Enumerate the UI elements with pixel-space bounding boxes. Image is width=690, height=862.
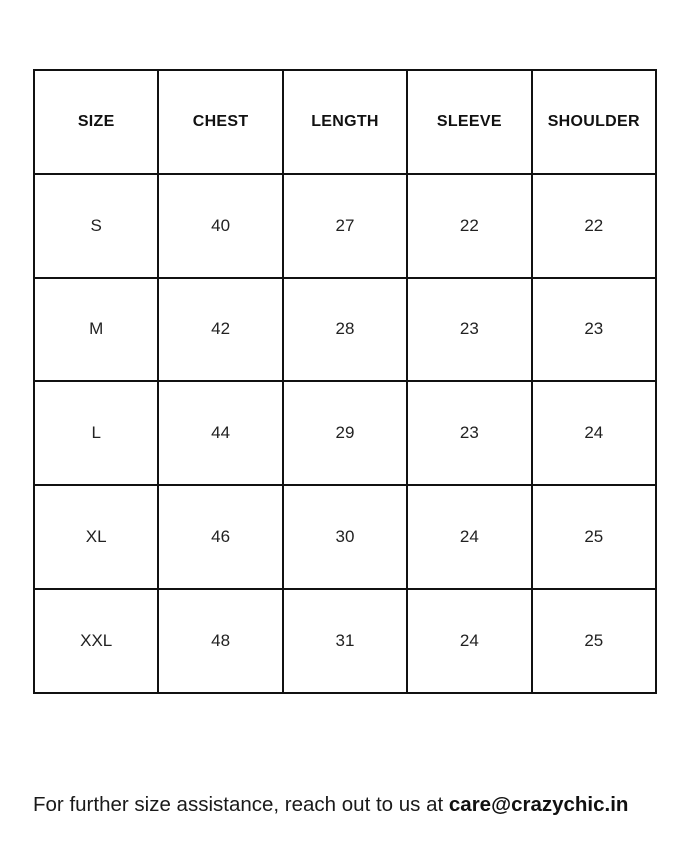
cell-sleeve: 23 [407, 381, 531, 485]
cell-sleeve: 23 [407, 278, 531, 382]
size-chart-table [33, 69, 657, 694]
cell-chest: 42 [158, 278, 282, 382]
footer-note [33, 791, 673, 819]
table-header-row [34, 70, 656, 174]
table-row [34, 381, 656, 485]
cell-size: M [34, 278, 158, 382]
cell-chest: 40 [158, 174, 282, 278]
cell-length: 28 [283, 278, 407, 382]
cell-size: L [34, 381, 158, 485]
header-sleeve: SLEEVE [407, 70, 531, 174]
cell-size: XL [34, 485, 158, 589]
header-shoulder: SHOULDER [532, 70, 656, 174]
cell-chest: 46 [158, 485, 282, 589]
cell-shoulder: 25 [532, 485, 656, 589]
table-row [34, 589, 656, 693]
cell-size: S [34, 174, 158, 278]
cell-sleeve: 22 [407, 174, 531, 278]
table-row [34, 174, 656, 278]
cell-chest: 48 [158, 589, 282, 693]
support-email: care@crazychic.in [448, 793, 629, 816]
table-row [34, 278, 656, 382]
cell-length: 30 [283, 485, 407, 589]
cell-length: 29 [283, 381, 407, 485]
cell-length: 27 [283, 174, 407, 278]
cell-length: 31 [283, 589, 407, 693]
cell-size: XXL [34, 589, 158, 693]
header-size: SIZE [34, 70, 158, 174]
footer-text: For further size assistance, reach out to us at [33, 793, 444, 816]
header-chest: CHEST [158, 70, 282, 174]
cell-shoulder: 23 [532, 278, 656, 382]
cell-shoulder: 25 [532, 589, 656, 693]
cell-sleeve: 24 [407, 589, 531, 693]
cell-shoulder: 22 [532, 174, 656, 278]
table-row [34, 485, 656, 589]
cell-sleeve: 24 [407, 485, 531, 589]
cell-chest: 44 [158, 381, 282, 485]
cell-shoulder: 24 [532, 381, 656, 485]
header-length: LENGTH [283, 70, 407, 174]
